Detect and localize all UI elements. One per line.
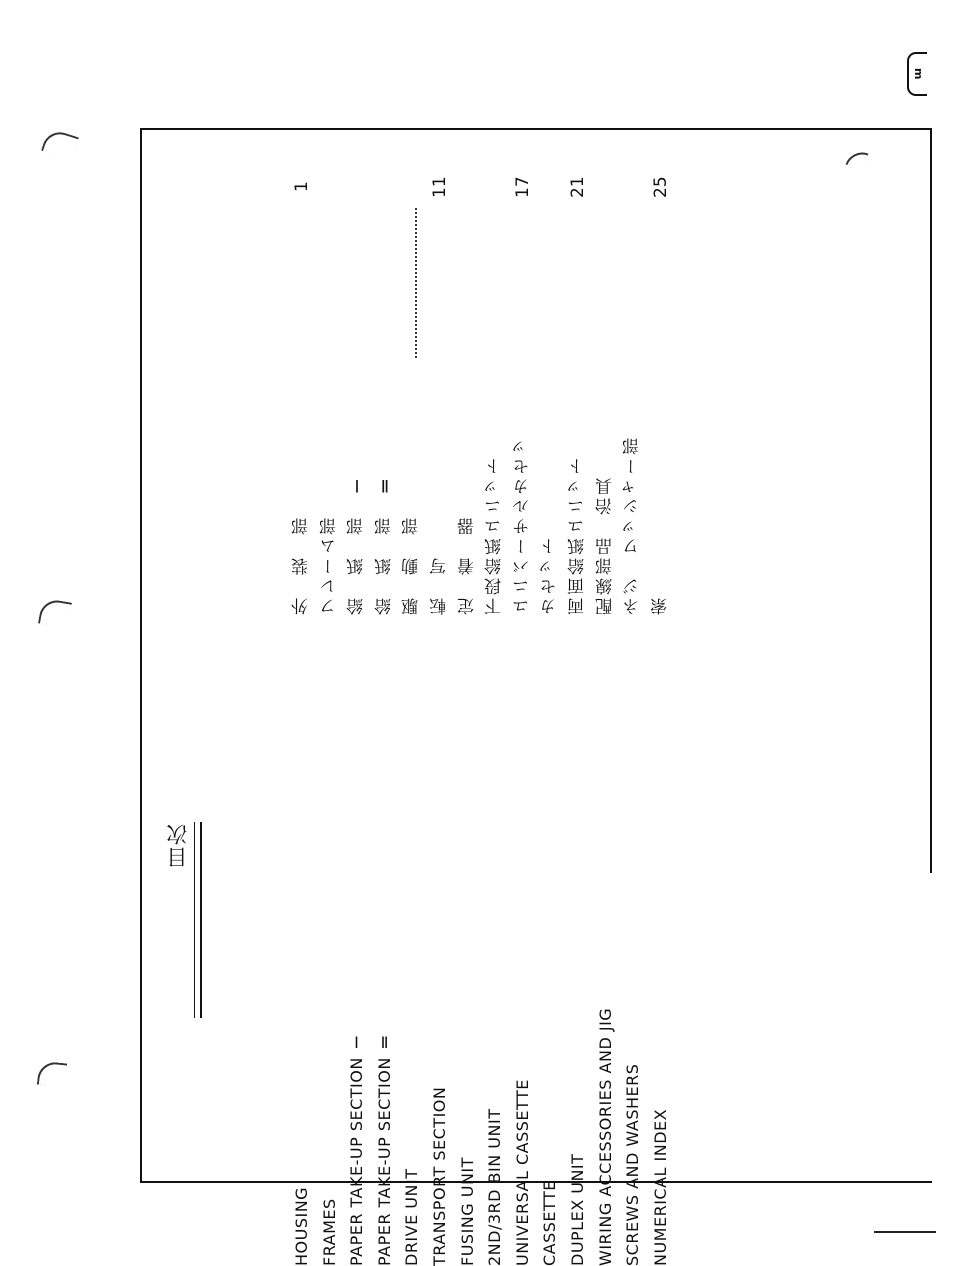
toc-entry-japanese: 配線部品 治具 xyxy=(595,475,616,615)
toc-entry-english: PAPER TAKE-UP SECTION Ⅱ xyxy=(374,1032,394,1266)
toc-entry-english: FRAMES xyxy=(319,1198,339,1266)
toc-row xyxy=(535,170,565,1266)
toc-entry-japanese: カセット xyxy=(540,535,561,615)
frame-left-line xyxy=(140,128,142,1182)
dot-leader xyxy=(407,208,417,358)
toc-entry-english: PAPER TAKE-UP SECTION Ⅰ xyxy=(347,1032,367,1266)
toc-row xyxy=(508,170,538,1266)
toc-row xyxy=(425,170,455,1266)
toc-entry-english: DRIVE UNIT xyxy=(402,1168,422,1266)
toc-row xyxy=(315,170,345,1266)
toc-page-number: 21 xyxy=(568,176,588,198)
toc-page-number: 17 xyxy=(512,176,533,198)
toc-entry-english: SCREWS AND WASHERS xyxy=(623,1063,643,1266)
toc-entry-japanese: 転 写 xyxy=(430,555,450,615)
toc-row xyxy=(591,170,621,1266)
scan-mark xyxy=(845,147,868,170)
footer-rule xyxy=(874,1231,936,1233)
toc-entry-japanese: 両面給紙ユニット xyxy=(568,455,588,615)
toc-entry-english: NUMERICAL INDEX xyxy=(650,1108,670,1266)
toc-page-number: 1 xyxy=(292,181,312,193)
toc-row xyxy=(397,170,427,1266)
toc-row xyxy=(480,170,510,1266)
toc-entry-japanese: フレーム部 xyxy=(319,515,340,615)
toc-entry-english: TRANSPORT SECTION xyxy=(430,1086,449,1266)
toc-entry-japanese: 給 紙 部 Ⅱ xyxy=(374,472,395,615)
toc-entry-japanese: 下段給紙ユニット xyxy=(485,455,506,615)
binder-hole-mark xyxy=(37,1061,67,1088)
binder-hole-mark xyxy=(38,598,72,629)
toc-page-number: 11 xyxy=(430,176,450,198)
toc-row xyxy=(563,170,593,1266)
frame-right-line xyxy=(930,128,932,873)
toc-entry-japanese: ユニバーサルカセッ xyxy=(512,435,533,615)
toc-entry-japanese: 駆 動 部 xyxy=(402,515,423,615)
toc-entry-english: UNIVERSAL CASSETTE xyxy=(512,1079,532,1266)
toc-entry-japanese: 索 xyxy=(650,595,671,615)
toc-entry-japanese: ネジ ワッシャー部 xyxy=(623,435,644,615)
toc-entry-japanese: 定 着 器 xyxy=(457,515,478,615)
title-double-rule xyxy=(194,822,202,1018)
toc-row xyxy=(342,170,372,1266)
toc-row xyxy=(453,170,483,1266)
toc-row xyxy=(646,170,676,1266)
toc-entry-english: FUSING UNIT xyxy=(457,1157,477,1266)
section-tab-icon: m xyxy=(907,52,927,96)
toc-row xyxy=(370,170,400,1266)
toc-entry-japanese: 外 装 部 xyxy=(292,515,312,615)
toc-row xyxy=(287,170,317,1266)
toc-entry-english: DUPLEX UNIT xyxy=(568,1153,587,1266)
toc-row xyxy=(618,170,648,1266)
page-title: 目次 xyxy=(166,822,190,868)
toc-entry-english: HOUSING xyxy=(292,1186,311,1266)
toc-entry-english: WIRING ACCESSORIES AND JIG xyxy=(595,1007,615,1266)
binder-hole-mark xyxy=(41,128,79,161)
frame-top-line xyxy=(140,128,932,130)
toc-entry-english: CASSETTE xyxy=(540,1180,560,1266)
toc-entry-english: 2ND/3RD BIN UNIT xyxy=(485,1108,505,1266)
toc-page-number: 25 xyxy=(650,176,671,198)
toc-entry-japanese: 給 紙 部 Ⅰ xyxy=(347,472,368,615)
